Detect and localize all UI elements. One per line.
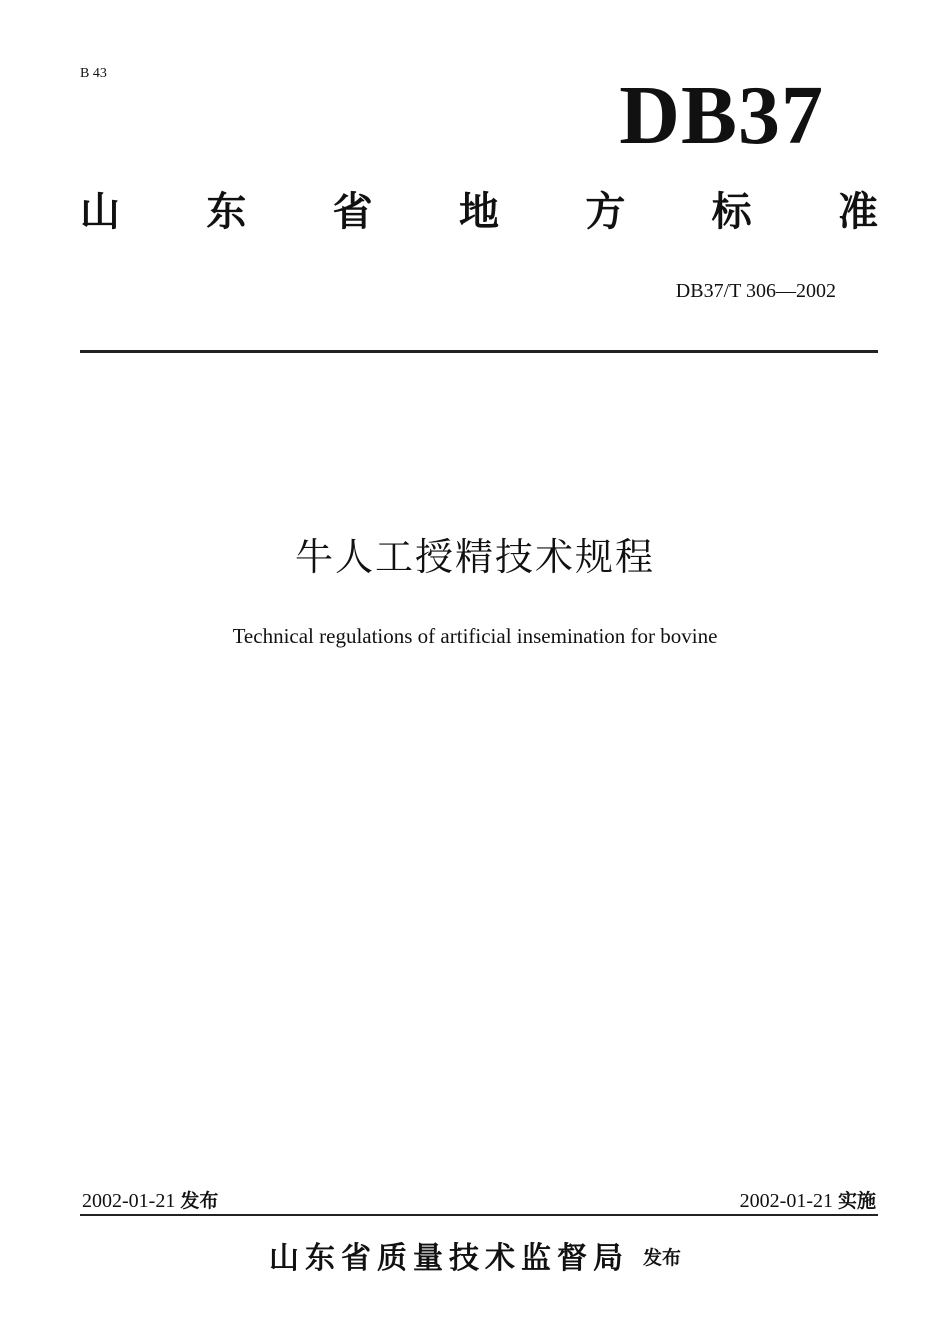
issuer-name: 山东省质量技术监督局 <box>268 1241 629 1276</box>
document-title-english: Technical regulations of artificial insemination for bovine <box>232 624 718 648</box>
standard-type-char: 方 <box>585 189 626 235</box>
issuer-suffix: 发布 <box>642 1247 681 1269</box>
implementation-label: 实施 <box>837 1190 876 1212</box>
implementation-date-line <box>740 1186 876 1213</box>
document-title-chinese: 牛人工授精技术规程 <box>294 535 655 579</box>
standard-type-char: 地 <box>458 189 499 235</box>
standard-type-char: 标 <box>711 189 752 235</box>
footer-divider <box>80 1214 878 1216</box>
standard-type-heading <box>80 189 878 235</box>
classification-code: B 43 <box>80 66 107 81</box>
standard-number: DB37/T 306—2002 <box>675 280 836 302</box>
issue-date-line <box>82 1186 218 1213</box>
standard-type-char: 山 <box>80 189 120 235</box>
standard-type-char: 省 <box>332 189 373 235</box>
standard-type-char: 东 <box>206 189 247 235</box>
implementation-date: 2002-01-21 <box>739 1190 833 1212</box>
issue-date: 2002-01-21 <box>82 1190 176 1212</box>
issue-label: 发布 <box>180 1190 219 1212</box>
standard-type-char: 准 <box>837 189 878 235</box>
standard-code-large: DB37 <box>619 69 824 162</box>
issuing-authority <box>0 1241 950 1276</box>
header-divider <box>80 350 878 353</box>
